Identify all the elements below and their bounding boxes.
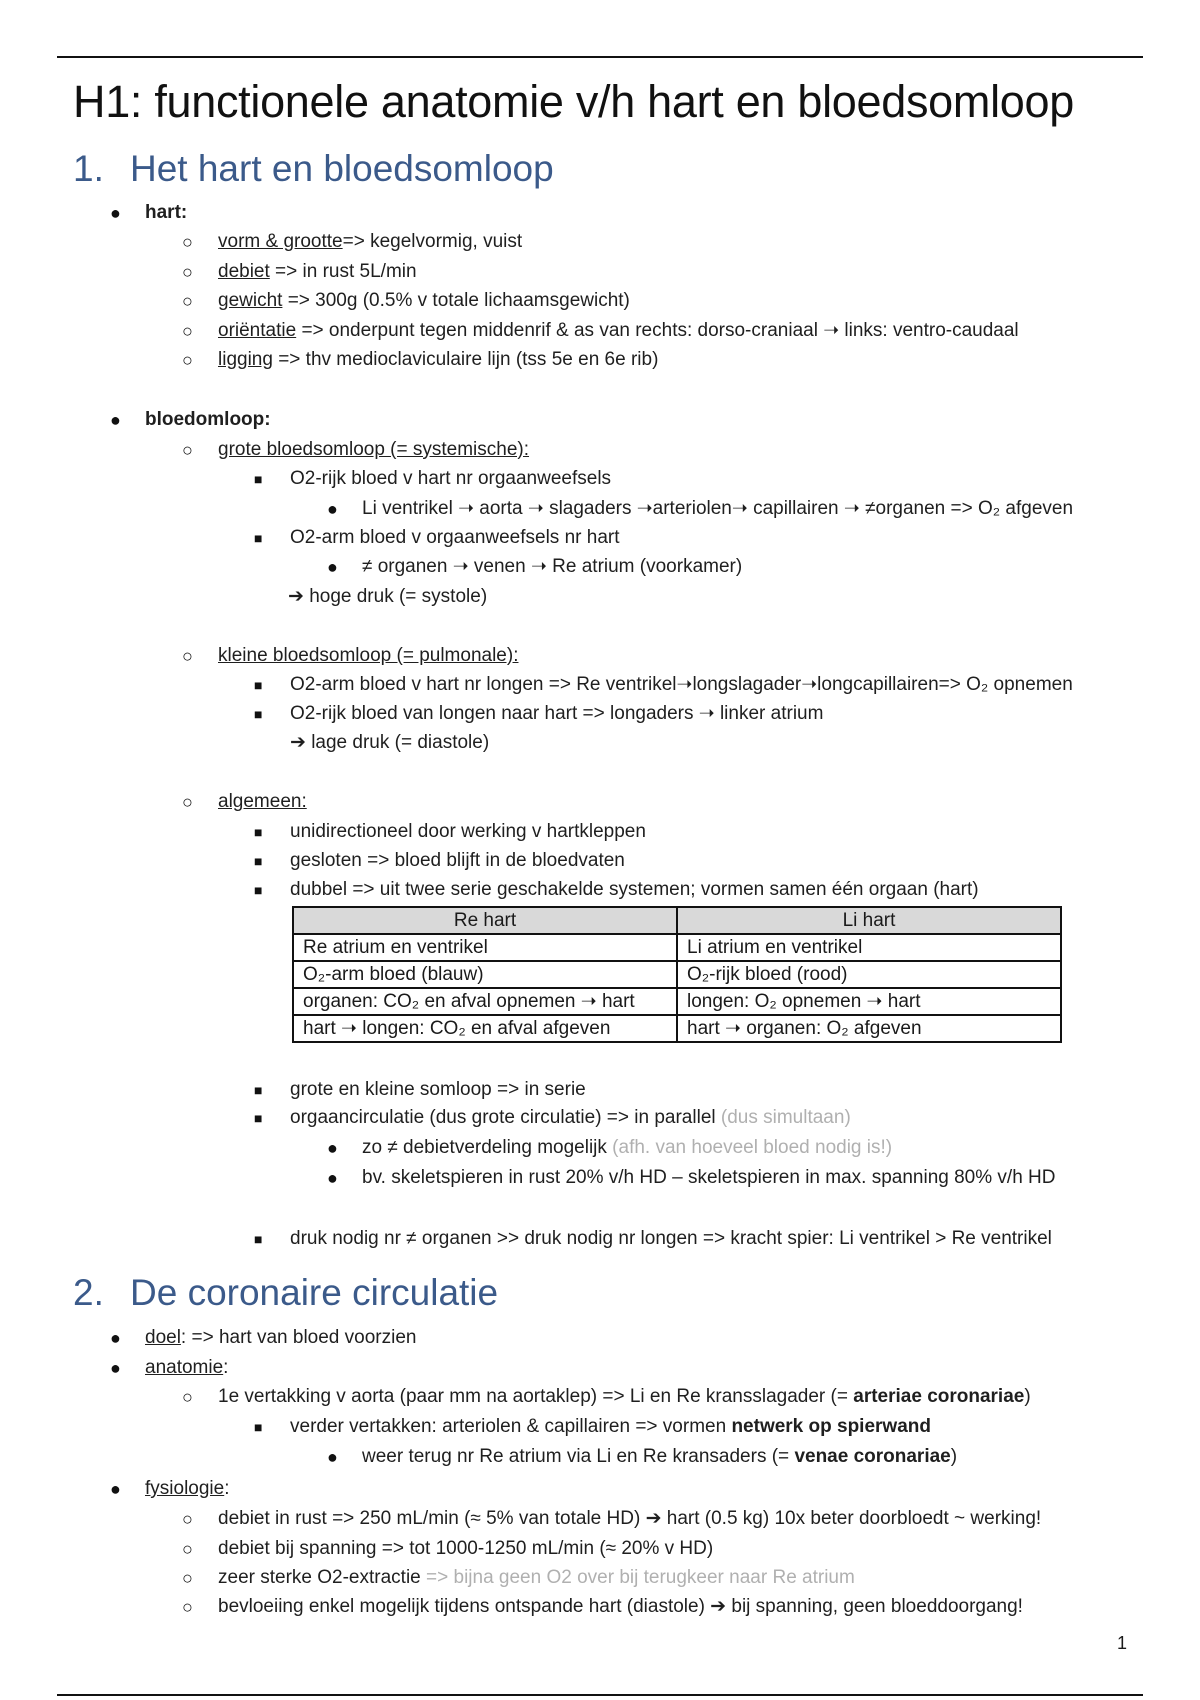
bullet-circle-icon: ○ bbox=[182, 440, 193, 460]
grote-line: Li ventrikel ➝ aorta ➝ slagaders ➝arteriolen➝ capillairen ➝ ≠organen => O₂ afgeven bbox=[362, 498, 1074, 519]
bullet-square-icon: ■ bbox=[254, 1231, 263, 1247]
anatomie-item: verder vertakken: arteriolen & capillairen => vormen netwerk op spierwand bbox=[290, 1416, 931, 1437]
fysiologie-item: debiet in rust => 250 mL/min (≈ 5% van totale HD) ➔ hart (0.5 kg) 10x beter doorbloedt ~ werking! bbox=[218, 1508, 1042, 1529]
bullet-square-icon: ■ bbox=[254, 1082, 263, 1098]
section-1-title: Het hart en bloedsomloop bbox=[130, 148, 554, 189]
fysiologie-item: bevloeiing enkel mogelijk tijdens ontspande hart (diastole) ➔ bij spanning, geen bloeddoorgang! bbox=[218, 1596, 1023, 1617]
section-1-heading bbox=[73, 148, 554, 190]
table-cell: O₂-arm bloed (blauw) bbox=[293, 961, 677, 988]
hart-item: ligging => thv medioclaviculaire lijn (tss 5e en 6e rib) bbox=[218, 349, 659, 370]
top-rule bbox=[57, 56, 1143, 58]
bullet-dot-icon: ● bbox=[327, 557, 338, 577]
bullet-circle-icon: ○ bbox=[182, 350, 193, 370]
fysiologie-item: debiet bij spanning => tot 1000-1250 mL/min (≈ 20% v HD) bbox=[218, 1538, 714, 1559]
grote-line: O2-arm bloed v orgaanweefsels nr hart bbox=[290, 527, 620, 548]
page-number: 1 bbox=[1117, 1633, 1128, 1653]
algemeen-line: gesloten => bloed blijft in de bloedvaten bbox=[290, 850, 625, 871]
grote-bloedsomloop-title: grote bloedsomloop (= systemische): bbox=[218, 439, 530, 460]
page-title: H1: functionele anatomie v/h hart en bloedsomloop bbox=[73, 76, 1074, 127]
table-cell: longen: O₂ opnemen ➝ hart bbox=[677, 988, 1061, 1015]
bullet-circle-icon: ○ bbox=[182, 232, 193, 252]
bullet-dot-icon: ● bbox=[110, 410, 121, 430]
bullet-circle-icon: ○ bbox=[182, 646, 193, 666]
fysiologie-item: zeer sterke O2-extractie => bijna geen O2 over bij terugkeer naar Re atrium bbox=[218, 1567, 855, 1588]
table-cell: hart ➝ organen: O₂ afgeven bbox=[677, 1015, 1061, 1042]
hart-item: vorm & grootte=> kegelvormig, vuist bbox=[218, 231, 523, 252]
bottom-rule bbox=[57, 1694, 1143, 1696]
grote-line: ≠ organen ➝ venen ➝ Re atrium (voorkamer) bbox=[362, 556, 743, 577]
table-cell: Li atrium en ventrikel bbox=[677, 934, 1061, 961]
anatomie-item: weer terug nr Re atrium via Li en Re kransaders (= venae coronariae) bbox=[362, 1446, 958, 1467]
bloedomloop-label: bloedomloop: bbox=[145, 409, 271, 430]
bullet-dot-icon: ● bbox=[110, 1479, 121, 1499]
algemeen-line: bv. skeletspieren in rust 20% v/h HD – skeletspieren in max. spanning 80% v/h HD bbox=[362, 1167, 1056, 1188]
bullet-dot-icon: ● bbox=[327, 1138, 338, 1158]
bullet-circle-icon: ○ bbox=[182, 1387, 193, 1407]
bullet-dot-icon: ● bbox=[327, 1168, 338, 1188]
table-cell: hart ➝ longen: CO₂ en afval afgeven bbox=[293, 1015, 677, 1042]
table-header-row bbox=[293, 907, 1061, 934]
bullet-circle-icon: ○ bbox=[182, 1509, 193, 1529]
bullet-square-icon: ■ bbox=[254, 677, 263, 693]
bullet-square-icon: ■ bbox=[254, 1110, 263, 1126]
kleine-druk: ➔ lage druk (= diastole) bbox=[290, 732, 490, 753]
bullet-dot-icon: ● bbox=[110, 1358, 121, 1378]
section-1-number: 1. bbox=[73, 148, 104, 189]
bullet-square-icon: ■ bbox=[254, 471, 263, 487]
bullet-dot-icon: ● bbox=[110, 203, 121, 223]
anatomie-item: 1e vertakking v aorta (paar mm na aortaklep) => Li en Re kransslagader (= arteriae coronariae) bbox=[218, 1386, 1031, 1407]
grote-line: O2-rijk bloed v hart nr orgaanweefsels bbox=[290, 468, 612, 489]
section-2-number: 2. bbox=[73, 1272, 104, 1313]
bullet-circle-icon: ○ bbox=[182, 291, 193, 311]
grote-druk: ➔ hoge druk (= systole) bbox=[288, 586, 488, 607]
comparison-table bbox=[292, 906, 1062, 1043]
kleine-line: O2-arm bloed v hart nr longen => Re ventrikel➝longslagader➝longcapillairen=> O₂ opnemen bbox=[290, 674, 1073, 695]
hart-item: gewicht => 300g (0.5% v totale lichaamsgewicht) bbox=[218, 290, 630, 311]
bullet-circle-icon: ○ bbox=[182, 1597, 193, 1617]
bullet-circle-icon: ○ bbox=[182, 792, 193, 812]
algemeen-line: orgaancirculatie (dus grote circulatie) => in parallel (dus simultaan) bbox=[290, 1107, 851, 1128]
table-row bbox=[293, 1015, 1061, 1042]
algemeen-title: algemeen: bbox=[218, 791, 307, 812]
algemeen-line: grote en kleine somloop => in serie bbox=[290, 1079, 586, 1100]
bullet-circle-icon: ○ bbox=[182, 262, 193, 282]
table-cell: O₂-rijk bloed (rood) bbox=[677, 961, 1061, 988]
bullet-square-icon: ■ bbox=[254, 853, 263, 869]
bullet-circle-icon: ○ bbox=[182, 321, 193, 341]
bullet-dot-icon: ● bbox=[110, 1328, 121, 1348]
bullet-dot-icon: ● bbox=[327, 499, 338, 519]
algemeen-line: unidirectioneel door werking v hartkleppen bbox=[290, 821, 646, 842]
doel-line: doel: => hart van bloed voorzien bbox=[145, 1327, 417, 1348]
table-cell: organen: CO₂ en afval opnemen ➝ hart bbox=[293, 988, 677, 1015]
bullet-square-icon: ■ bbox=[254, 824, 263, 840]
kleine-bloedsomloop-title: kleine bloedsomloop (= pulmonale): bbox=[218, 645, 519, 666]
table-row bbox=[293, 934, 1061, 961]
algemeen-line: druk nodig nr ≠ organen >> druk nodig nr longen => kracht spier: Li ventrikel > Re ventrikel bbox=[290, 1228, 1052, 1249]
bullet-square-icon: ■ bbox=[254, 530, 263, 546]
bullet-dot-icon: ● bbox=[327, 1447, 338, 1467]
hart-item: oriëntatie => onderpunt tegen middenrif & as van rechts: dorso-craniaal ➝ links: ventro-caudaal bbox=[218, 320, 1019, 341]
bullet-square-icon: ■ bbox=[254, 882, 263, 898]
algemeen-line: dubbel => uit twee serie geschakelde systemen; vormen samen één orgaan (hart) bbox=[290, 879, 979, 900]
table-header: Li hart bbox=[677, 907, 1061, 934]
bullet-square-icon: ■ bbox=[254, 1419, 263, 1435]
fysiologie-line: fysiologie: bbox=[145, 1478, 230, 1499]
table-cell: Re atrium en ventrikel bbox=[293, 934, 677, 961]
table-row bbox=[293, 988, 1061, 1015]
section-2-heading bbox=[73, 1272, 498, 1314]
algemeen-line: zo ≠ debietverdeling mogelijk (afh. van hoeveel bloed nodig is!) bbox=[362, 1137, 893, 1158]
kleine-line: O2-rijk bloed van longen naar hart => longaders ➝ linker atrium bbox=[290, 703, 824, 724]
section-2-title: De coronaire circulatie bbox=[130, 1272, 499, 1313]
hart-label: hart: bbox=[145, 202, 188, 223]
table-row bbox=[293, 961, 1061, 988]
anatomie-line: anatomie: bbox=[145, 1357, 229, 1378]
bullet-circle-icon: ○ bbox=[182, 1568, 193, 1588]
bullet-square-icon: ■ bbox=[254, 706, 263, 722]
hart-item: debiet => in rust 5L/min bbox=[218, 261, 417, 282]
table-header: Re hart bbox=[293, 907, 677, 934]
bullet-circle-icon: ○ bbox=[182, 1539, 193, 1559]
